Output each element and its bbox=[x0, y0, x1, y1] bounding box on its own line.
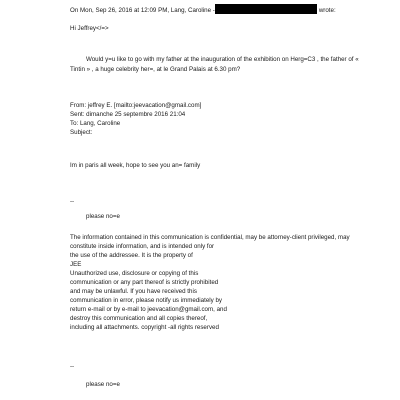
reply-header bbox=[70, 4, 336, 15]
signature-please-1: please no=e bbox=[86, 213, 120, 220]
body-line-1: Would y=u like to go with my father at the inauguration of the exhibition on Herg=C3 , the father of « bbox=[86, 56, 359, 63]
disclaimer-line: communication in error, please notify us immediately by bbox=[70, 297, 223, 304]
disclaimer bbox=[70, 233, 350, 332]
disclaimer-line: communication or any part thereof is strictly prohibited bbox=[70, 279, 219, 286]
signature-dashes-1: -- bbox=[70, 198, 75, 205]
greeting: Hi Jeffrey</=> bbox=[70, 25, 109, 32]
redaction-bar bbox=[215, 4, 317, 14]
body-line-2: Tintin » , a huge celebrity her=, at le Grand Palais at 6.30 pm? bbox=[70, 66, 241, 73]
disclaimer-line: including all attachments. copyright -all rights reserved bbox=[70, 324, 219, 331]
disclaimer-line: Unauthorized use, disclosure or copying of this bbox=[70, 270, 199, 277]
disclaimer-line: destroy this communication and all copies thereof, bbox=[70, 315, 208, 322]
quoted-message: Im in paris all week, hope to see you an= family bbox=[70, 162, 201, 169]
disclaimer-line: constitute inside information, and is intended only for bbox=[70, 243, 215, 250]
disclaimer-line: and may be unlawful. If you have received this bbox=[70, 288, 197, 295]
quoted-sent: Sent: dimanche 25 septembre 2016 21:04 bbox=[70, 111, 186, 118]
quoted-subject: Subject: bbox=[70, 129, 93, 136]
disclaimer-line: the use of the addressee. It is the property of bbox=[70, 252, 193, 259]
signature-dashes-2: -- bbox=[70, 363, 75, 370]
reply-header-suffix: wrote: bbox=[318, 7, 336, 14]
disclaimer-line: return e-mail or by e-mail to jeevacation@gmail.com, and bbox=[70, 306, 227, 313]
quoted-from: From: jeffrey E. [mailto:jeevacation@gmail.com] bbox=[70, 102, 202, 109]
signature-please-2: please no=e bbox=[86, 381, 120, 388]
reply-header-intro: On Mon, Sep 26, 2016 at 12:09 PM, Lang, Caroline - bbox=[70, 7, 215, 14]
disclaimer-line: The information contained in this communication is confidential, may be attorney-client privileged, may bbox=[70, 234, 350, 241]
disclaimer-line: JEE bbox=[70, 261, 82, 268]
quoted-to: To: Lang, Caroline bbox=[70, 120, 121, 127]
